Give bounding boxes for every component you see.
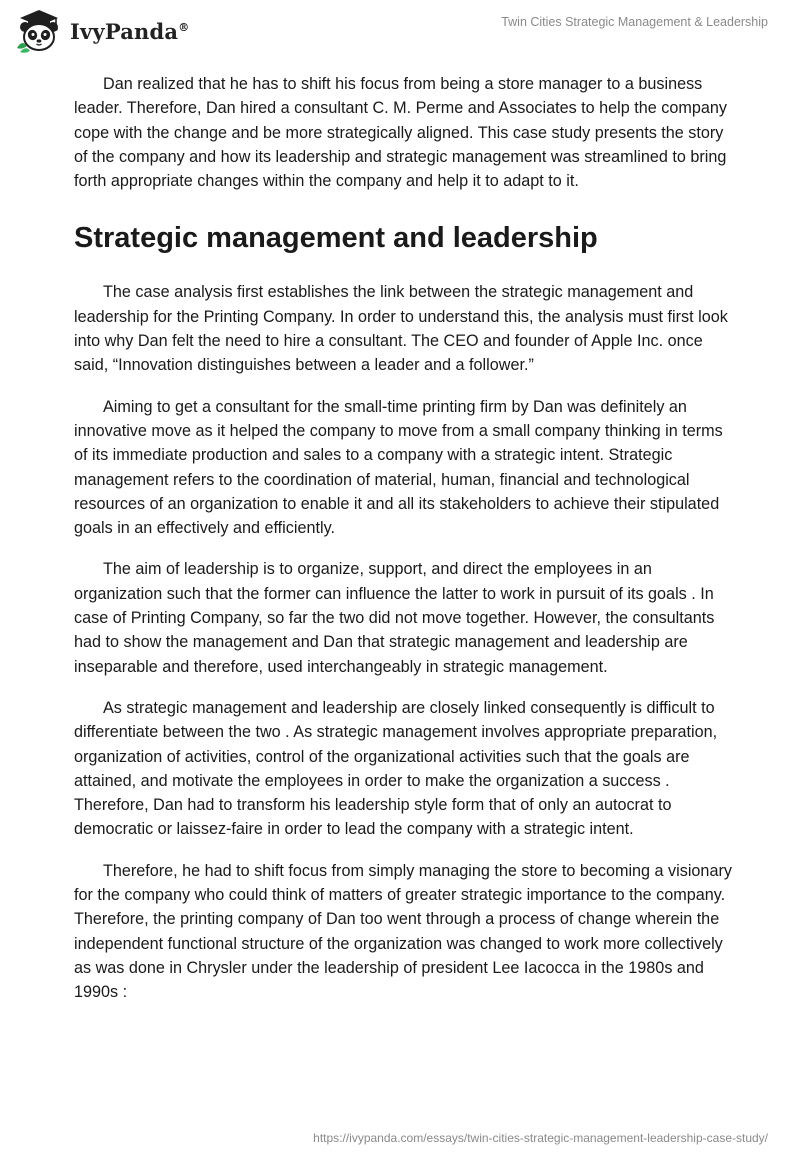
body-paragraph: As strategic management and leadership are closely linked consequently is difficult to differentiate between the two . As strategic management involves appropriate preparation, organization of activities, control of the organizational activities such that the goals are attained, and motivate the employees in order to make the organization a success . Therefore, Dan had to transform his leadership style form that of only an autocrat to democratic or laissez-faire in order to lead the company with a strategic intent. bbox=[74, 698, 718, 839]
intro-paragraph: Dan realized that he has to shift his focus from being a store manager to a business leader. Therefore, Dan hired a consultant C. M. Perme and Associates to help the company cope with the change and be more strategically aligned. This case study presents the story of the company and how its leadership and strategic management was streamlined to bring forth appropriate changes within the company and help it to adapt to it. bbox=[74, 75, 727, 191]
brand-name: IvyPanda® bbox=[70, 18, 190, 44]
body-paragraph: The aim of leadership is to organize, support, and direct the employees in an organization such that the former can influence the latter to work in pursuit of its goals . In case of Printing Company, so far the two did not move together. However, the consultants had to show the management and Dan that strategic management and leadership are inseparable and therefore, used interchangeably in strategic management. bbox=[74, 560, 715, 676]
page-header bbox=[0, 0, 800, 60]
body-paragraph: The case analysis first establishes the link between the strategic management and leadership for the Printing Company. In order to understand this, the analysis must first look into why Dan felt the need to hire a consultant. The CEO and founder of Apple Inc. once said, “Innovation distinguishes between a leader and a follower.” bbox=[74, 283, 728, 375]
source-url[interactable]: https://ivypanda.com/essays/twin-cities-strategic-management-leadership-case-study/ bbox=[313, 1131, 768, 1145]
body-paragraph: Aiming to get a consultant for the small-time printing firm by Dan was definitely an innovative move as it helped the company to move from a small company thinking in terms of its immediate production and sales to a company with a strategic intent. Strategic management refers to the coordination of material, human, financial and technological resources of an organization to enable it and all its stakeholders to achieve their stipulated goals in an effectively and efficiently. bbox=[74, 397, 723, 538]
panda-graduate-icon bbox=[14, 8, 64, 54]
essay-body bbox=[74, 72, 734, 1022]
document-title: Twin Cities Strategic Management & Leadership bbox=[501, 15, 768, 29]
body-paragraph: Therefore, he had to shift focus from simply managing the store to becoming a visionary for the company who could think of matters of greater strategic importance to the company. Therefore, the printing company of Dan too went through a process of change wherein the independent functional structure of the organization was changed to work more collectively as was done in Chrysler under the leadership of president Lee Iacocca in the 1980s and 1990s : bbox=[74, 861, 732, 1002]
ivypanda-logo[interactable] bbox=[14, 8, 189, 54]
section-heading: Strategic management and leadership bbox=[74, 222, 598, 255]
